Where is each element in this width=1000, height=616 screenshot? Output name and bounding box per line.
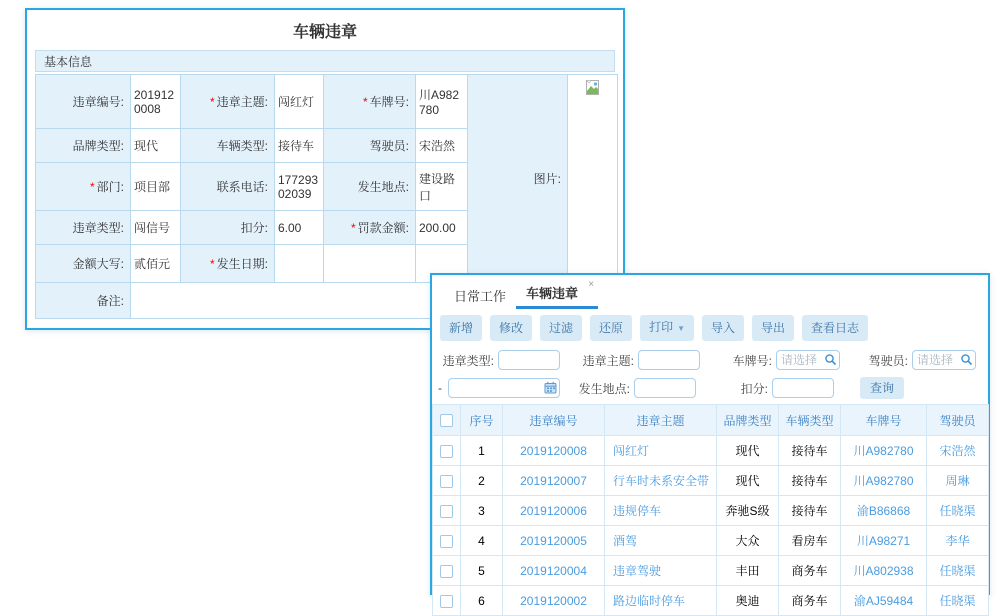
col-seq: 序号	[461, 405, 503, 436]
amount-words-label: 金额大写:	[36, 245, 131, 283]
tab-close-icon[interactable]: ×	[588, 279, 595, 290]
row-select-cell	[433, 436, 461, 466]
table-row	[433, 526, 989, 556]
cell-violation-number[interactable]: 2019120007	[503, 466, 605, 496]
cell-violation-topic[interactable]: 路边临时停车	[605, 586, 717, 616]
select-all-header	[433, 405, 461, 436]
cell-violation-number[interactable]: 2019120008	[503, 436, 605, 466]
points-filter-input[interactable]	[772, 378, 834, 398]
col-plate-number: 车牌号	[841, 405, 927, 436]
required-asterisk: *	[209, 95, 215, 109]
print-button[interactable]: 打印 ▼	[640, 315, 694, 341]
points-filter-label: 扣分:	[740, 381, 768, 396]
cell-brand-type: 现代	[717, 436, 779, 466]
cell-violation-number[interactable]: 2019120005	[503, 526, 605, 556]
cell-driver[interactable]: 周琳	[927, 466, 989, 496]
add-button[interactable]: 新增	[440, 315, 482, 341]
empty-cell	[324, 245, 416, 283]
row-select-cell	[433, 526, 461, 556]
row-checkbox[interactable]	[440, 475, 453, 488]
cell-violation-number[interactable]: 2019120004	[503, 556, 605, 586]
violation-category-label: 违章类型:	[36, 211, 131, 245]
violation-topic-filter-label: 违章主题:	[582, 353, 634, 368]
cell-vehicle-type: 商务车	[779, 556, 841, 586]
cell-seq: 3	[461, 496, 503, 526]
violation-category-filter-input[interactable]	[498, 350, 560, 370]
cell-plate-number[interactable]: 川A802938	[841, 556, 927, 586]
occur-date-value	[275, 245, 324, 283]
picture-label: 图片:	[468, 75, 568, 283]
cell-brand-type: 大众	[717, 526, 779, 556]
cell-vehicle-type: 接待车	[779, 466, 841, 496]
table-header-row	[433, 405, 989, 436]
cell-brand-type: 现代	[717, 466, 779, 496]
violation-table-body	[433, 436, 989, 616]
calendar-icon[interactable]	[544, 381, 557, 397]
violation-list-panel	[430, 273, 990, 608]
cell-driver[interactable]: 任晓渠	[927, 556, 989, 586]
violation-number-label: 违章编号:	[36, 75, 131, 129]
fine-amount-value: 200.00	[416, 211, 468, 245]
table-row	[433, 436, 989, 466]
col-driver: 驾驶员	[927, 405, 989, 436]
date-range-dash: -	[438, 381, 442, 395]
location-filter-label: 发生地点:	[578, 381, 630, 396]
cell-brand-type: 丰田	[717, 556, 779, 586]
search-icon[interactable]	[824, 353, 837, 369]
cell-violation-topic[interactable]: 闯红灯	[605, 436, 717, 466]
cell-vehicle-type: 接待车	[779, 496, 841, 526]
row-select-cell	[433, 556, 461, 586]
cell-vehicle-type: 看房车	[779, 526, 841, 556]
filter-row-2	[438, 376, 988, 400]
table-row	[433, 466, 989, 496]
contact-phone-label: 联系电话:	[181, 163, 275, 211]
tab-bar	[432, 275, 988, 309]
row-checkbox[interactable]	[440, 445, 453, 458]
cell-seq: 4	[461, 526, 503, 556]
department-label: * 部门:	[36, 163, 131, 211]
cell-seq: 6	[461, 586, 503, 616]
cell-seq: 2	[461, 466, 503, 496]
row-checkbox[interactable]	[440, 505, 453, 518]
row-checkbox[interactable]	[440, 565, 453, 578]
cell-brand-type: 奔驰S级	[717, 496, 779, 526]
col-brand-type: 品牌类型	[717, 405, 779, 436]
cell-plate-number[interactable]: 渝AJ59484	[841, 586, 927, 616]
cell-seq: 5	[461, 556, 503, 586]
select-all-checkbox[interactable]	[440, 414, 453, 427]
cell-violation-number[interactable]: 2019120002	[503, 586, 605, 616]
department-value: 项目部	[131, 163, 181, 211]
row-checkbox[interactable]	[440, 535, 453, 548]
driver-label: 驾驶员:	[324, 129, 416, 163]
cell-plate-number[interactable]: 川A98271	[841, 526, 927, 556]
plate-filter-label: 车牌号:	[732, 353, 772, 368]
driver-value: 宋浩然	[416, 129, 468, 163]
search-icon[interactable]	[960, 353, 973, 369]
broken-image-icon	[585, 84, 600, 98]
row-select-cell	[433, 586, 461, 616]
amount-words-value: 贰佰元	[131, 245, 181, 283]
tab-daily-work[interactable]: 日常工作	[454, 289, 507, 304]
cell-plate-number[interactable]: 渝B86868	[841, 496, 927, 526]
points-label: 扣分:	[181, 211, 275, 245]
violation-topic-filter-input[interactable]	[638, 350, 700, 370]
col-violation-number: 违章编号	[503, 405, 605, 436]
cell-plate-number[interactable]: 川A982780	[841, 436, 927, 466]
reset-button[interactable]: 还原	[590, 315, 632, 341]
required-asterisk: *	[362, 95, 368, 109]
points-value: 6.00	[275, 211, 324, 245]
tab-vehicle-violation[interactable]: 车辆违章 ×	[516, 278, 598, 309]
brand-type-label: 品牌类型:	[36, 129, 131, 163]
vehicle-type-label: 车辆类型:	[181, 129, 275, 163]
driver-filter-label: 驾驶员:	[868, 353, 908, 368]
cell-violation-topic[interactable]: 酒驾	[605, 526, 717, 556]
cell-vehicle-type: 商务车	[779, 586, 841, 616]
col-vehicle-type: 车辆类型	[779, 405, 841, 436]
violation-topic-label: * 违章主题:	[181, 75, 275, 129]
filter-row-1	[438, 348, 988, 372]
cell-violation-topic[interactable]: 违规停车	[605, 496, 717, 526]
cell-driver[interactable]: 任晓渠	[927, 586, 989, 616]
picture-cell	[568, 75, 618, 283]
fine-amount-label: * 罚款金额:	[324, 211, 416, 245]
location-filter-input[interactable]	[634, 378, 696, 398]
cell-violation-topic[interactable]: 行车时未系安全带	[605, 466, 717, 496]
plate-number-label: * 车牌号:	[324, 75, 416, 129]
row-select-cell	[433, 496, 461, 526]
plate-number-value: 川A982780	[416, 75, 468, 129]
chevron-down-icon: ▼	[677, 324, 685, 333]
table-row	[433, 586, 989, 616]
view-log-button[interactable]: 查看日志	[802, 315, 868, 341]
vehicle-type-value: 接待车	[275, 129, 324, 163]
cell-vehicle-type: 接待车	[779, 436, 841, 466]
remark-label: 备注:	[36, 283, 131, 319]
cell-driver[interactable]: 任晓渠	[927, 496, 989, 526]
violation-category-filter-label: 违章类型:	[442, 353, 494, 368]
violation-category-value: 闯信号	[131, 211, 181, 245]
edit-button[interactable]: 修改	[490, 315, 532, 341]
row-checkbox[interactable]	[440, 595, 453, 608]
required-asterisk: *	[350, 221, 356, 235]
location-label: 发生地点:	[324, 163, 416, 211]
brand-type-value: 现代	[131, 129, 181, 163]
violation-table	[432, 404, 989, 616]
cell-plate-number[interactable]: 川A982780	[841, 466, 927, 496]
toolbar	[440, 315, 980, 341]
cell-violation-number[interactable]: 2019120006	[503, 496, 605, 526]
contact-phone-value: 17729302039	[275, 163, 324, 211]
cell-driver[interactable]: 宋浩然	[927, 436, 989, 466]
cell-seq: 1	[461, 436, 503, 466]
table-row	[433, 556, 989, 586]
search-button[interactable]: 查询	[860, 377, 904, 399]
required-asterisk: *	[89, 180, 95, 194]
required-asterisk: *	[209, 257, 215, 271]
export-button[interactable]: 导出	[752, 315, 794, 341]
cell-violation-topic[interactable]: 违章驾驶	[605, 556, 717, 586]
cell-brand-type: 奥迪	[717, 586, 779, 616]
basic-info-section-header: 基本信息	[35, 50, 615, 72]
import-button[interactable]: 导入	[702, 315, 744, 341]
violation-topic-value: 闯红灯	[275, 75, 324, 129]
table-row	[433, 496, 989, 526]
occur-date-label: * 发生日期:	[181, 245, 275, 283]
location-value: 建设路口	[416, 163, 468, 211]
form-title: 车辆违章	[292, 24, 357, 41]
filter-button[interactable]: 过滤	[540, 315, 582, 341]
violation-number-value: 2019120008	[131, 75, 181, 129]
cell-driver[interactable]: 李华	[927, 526, 989, 556]
col-violation-topic: 违章主题	[605, 405, 717, 436]
row-select-cell	[433, 466, 461, 496]
